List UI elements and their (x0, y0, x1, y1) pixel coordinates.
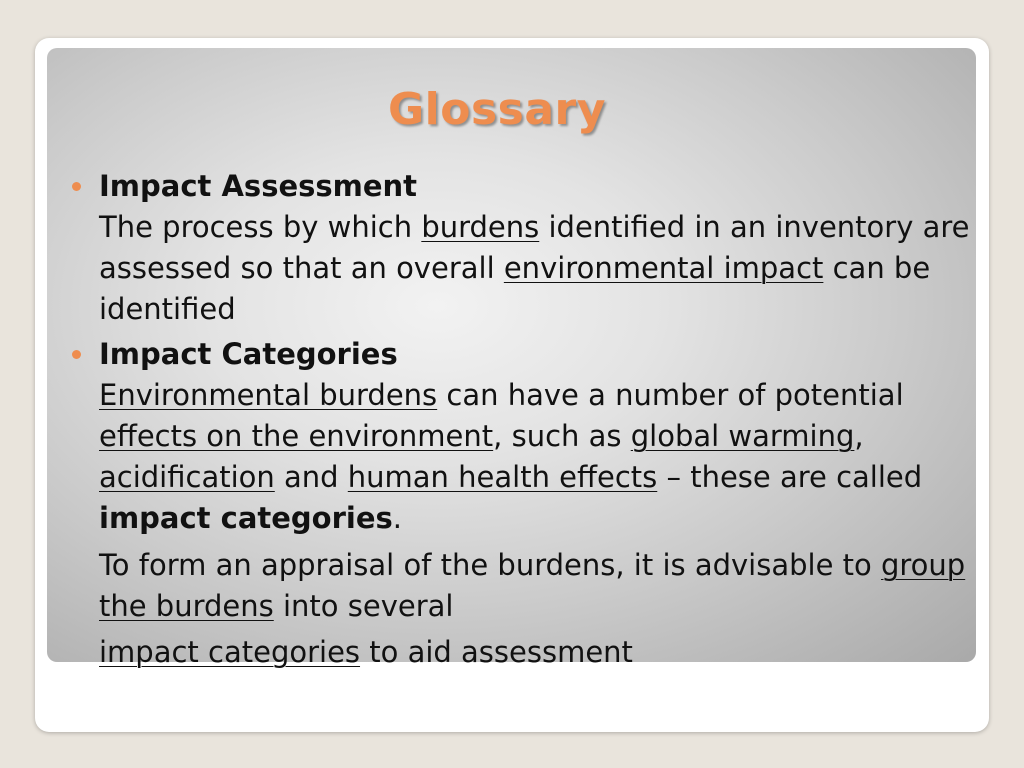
underlined-term: burdens (421, 210, 540, 244)
underlined-term: group the burdens (99, 548, 966, 623)
slide-title: Glossary (388, 84, 606, 135)
definition-last-line (99, 632, 972, 673)
underlined-term: human health effects (347, 460, 658, 494)
slide-content (72, 166, 972, 673)
underlined-term: environmental impact (503, 251, 824, 285)
definition-text (99, 378, 922, 535)
bullet-icon (72, 182, 81, 191)
definition-segment: identified in an inventory are assessed so that an overall (99, 210, 970, 285)
underlined-term: acidification (99, 460, 275, 494)
definition-segment: – these are called (657, 460, 923, 494)
definition-segment: can have a number of potential (437, 378, 904, 412)
definition-segment: , such as (493, 419, 631, 453)
underlined-term: impact categories (99, 635, 361, 669)
definition-segment: . (392, 501, 402, 535)
definition-segment: can be identified (99, 251, 931, 326)
bullet-icon (72, 350, 81, 359)
definition-segment: The process by which (99, 210, 422, 244)
definition-segment: , (854, 419, 864, 453)
definition-segment: into several (273, 589, 454, 623)
definition-text (99, 210, 970, 326)
definition-segment: To form an appraisal of the burdens, it is advisable to (99, 548, 881, 582)
definition-segment: to aid assessment (360, 635, 633, 669)
underlined-term: Environmental burdens (99, 378, 438, 412)
definition-segment: and (274, 460, 348, 494)
term-heading: Impact Categories (99, 337, 398, 371)
glossary-item-impact-assessment (72, 166, 972, 330)
term-heading: Impact Assessment (99, 169, 418, 203)
underlined-term: global warming (630, 419, 855, 453)
definition-paragraph-2 (99, 545, 972, 673)
underlined-term: effects on the environment (99, 419, 494, 453)
glossary-item-impact-categories (72, 334, 972, 673)
bold-term: impact categories (99, 501, 393, 535)
